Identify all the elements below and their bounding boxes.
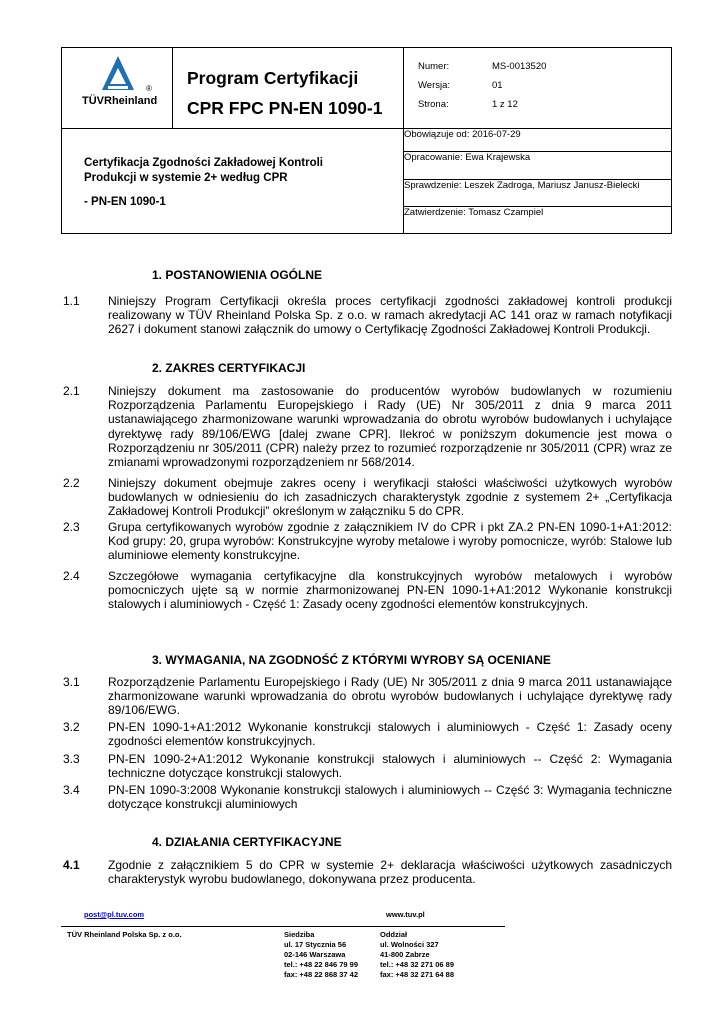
- paragraph-number: 2.2: [63, 476, 80, 490]
- footer-hq-line: fax: +48 22 868 37 42: [284, 970, 359, 979]
- footer-email-link[interactable]: post@pl.tuv.com: [84, 910, 145, 919]
- paragraph-text: Grupa certyfikowanych wyrobów zgodnie z załącznikiem IV do CPR i pkt ZA.2 PN-EN 1090-1+A1:2012: Kod grupy: 20, grupa wyrobów: Konstrukcyjne wyroby metalowe i wyroby pomocnicze, wyrób: Stalowe lub aluminiowe elementy konstrukcyjne.: [108, 520, 672, 563]
- valid-from: Obowiązuje od: 2016-07-29: [404, 129, 672, 152]
- meta-page-label: Strona:: [418, 99, 449, 110]
- meta-number-label: Numer:: [418, 61, 450, 72]
- meta-page-value: 1 z 12: [492, 99, 518, 110]
- paragraph-number: 2.4: [63, 569, 80, 583]
- footer-website-link[interactable]: www.tuv.pl: [386, 910, 425, 919]
- paragraph-text: Niniejszy Program Certyfikacji określa proces certyfikacji zgodności zakładowej kontroli produkcji realizowany w TÜV Rheinland Polska Sp. z o.o. w ramach akredytacji AC 141 oraz w ramach notyfikacji 2627 i dokument stanowi załącznik do umowy o Certyfikację Zgodności Zakładowej Kontroli Produkcji.: [108, 294, 672, 337]
- title-cell: [173, 48, 404, 129]
- paragraph-number: 3.4: [63, 783, 80, 797]
- paragraph-text: Szczegółowe wymagania certyfikacyjne dla konstrukcyjnych wyrobów metalowych i wyrobów pomocniczych ujęte są w normie zharmonizowanej PN-EN 1090-1+A1:2012 Wykonanie konstrukcji stalowych i aluminiowych - Część 1: Zasady oceny zgodności elementów konstrukcyjnych.: [108, 569, 672, 612]
- description-line-3: - PN-EN 1090-1: [84, 196, 166, 208]
- meta-number-value: MS-0013520: [492, 61, 547, 72]
- paragraph-number: 1.1: [63, 294, 80, 308]
- paragraph-text: PN-EN 1090-3:2008 Wykonanie konstrukcji stalowych i aluminiowych -- Część 3: Wymagania techniczne dotyczące konstrukcji aluminiowych: [108, 783, 672, 812]
- footer-hq-title: Siedziba: [284, 930, 315, 939]
- description-line-1: Certyfikacja Zgodności Zakładowej Kontroli: [84, 157, 323, 169]
- tuv-triangle-logo-icon: [100, 54, 136, 94]
- paragraph-text: Niniejszy dokument ma zastosowanie do producentów wyrobów budowlanych w rozumieniu Rozporządzenia Parlamentu Europejskiego i Rady (UE) Nr 305/2011 z dnia 9 marca 2011 ustanawiającego zharmonizowane warunki wprowadzania do obrotu wyrobów budowlanych i uchylające dyrektywę rady 89/106/EWG [dalej zwane CPR]. Ilekroć w poniższym dokumencie jest mowa o Rozporządzeniu nr 305/2011 (CPR) należy przez to rozumieć rozporządzenie nr 305/2011 (CPR) wraz ze zmianami wprowadzonymi rozporządzeniem nr 568/2014.: [108, 384, 672, 470]
- approved-by: Zatwierdzenie: Tomasz Czampiel: [404, 206, 672, 233]
- section-heading-3: 3. WYMAGANIA, NA ZGODNOŚĆ Z KTÓRYMI WYROBY SĄ OCENIANE: [152, 653, 551, 667]
- footer-branch-title: Oddział: [380, 930, 408, 939]
- meta-version-label: Wersja:: [418, 80, 451, 91]
- logo-registered-mark: ®: [146, 84, 152, 93]
- paragraph-text: Zgodnie z załącznikiem 5 do CPR w systemie 2+ deklaracja właściwości użytkowych zasadniczych charakterystyk wyrobu budowlanego, dokonywana przez producenta.: [108, 858, 672, 887]
- prepared-by: Opracowanie: Ewa Krajewska: [404, 152, 672, 179]
- description-cell: [62, 129, 404, 234]
- footer-divider: [61, 926, 505, 927]
- meta-version-value: 01: [492, 80, 503, 91]
- footer-hq-line: 02-146 Warszawa: [284, 950, 346, 959]
- footer-company: TÜV Rheinland Polska Sp. z o.o.: [67, 930, 182, 939]
- page-title: Program Certyfikacji: [187, 68, 359, 88]
- paragraph-text: PN-EN 1090-1+A1:2012 Wykonanie konstrukcji stalowych i aluminiowych - Część 1: Zasady oceny zgodności elementów konstrukcyjnych.: [108, 720, 672, 749]
- footer-branch-line: 41-800 Zabrze: [380, 950, 430, 959]
- paragraph-text: PN-EN 1090-2+A1:2012 Wykonanie konstrukcji stalowych i aluminiowych -- Część 2: Wymagania techniczne dotyczące konstrukcji stalowych.: [108, 752, 672, 781]
- logo-text: TÜVRheinland: [82, 95, 158, 107]
- page-subtitle: CPR FPC PN-EN 1090-1: [187, 98, 383, 118]
- document-header: [61, 47, 672, 234]
- paragraph-text: Rozporządzenie Parlamentu Europejskiego i Rady (UE) Nr 305/2011 z dnia 9 marca 2011 ustanawiające zharmonizowane warunki wprowadzania do obrotu wyrobów budowlanych i uchylające dyrektywę rady 89/106/EWG.: [108, 675, 672, 718]
- paragraph-number: 2.1: [63, 384, 80, 398]
- footer-branch-line: tel.: +48 32 271 06 89: [380, 960, 455, 969]
- footer-hq-line: tel.: +48 22 846 79 99: [284, 960, 359, 969]
- footer-hq-line: ul. 17 Stycznia 56: [284, 940, 347, 949]
- paragraph-number: 4.1: [63, 858, 80, 872]
- paragraph-number: 2.3: [63, 520, 80, 534]
- footer-branch-line: ul. Wolności 327: [380, 940, 439, 949]
- paragraph-number: 3.2: [63, 720, 80, 734]
- meta-cell: [404, 48, 672, 129]
- section-heading-2: 2. ZAKRES CERTYFIKACJI: [152, 361, 306, 375]
- section-heading-4: 4. DZIAŁANIA CERTYFIKACYJNE: [152, 835, 342, 849]
- footer-branch-line: fax: +48 32 271 64 88: [380, 970, 455, 979]
- paragraph-text: Niniejszy dokument obejmuje zakres oceny i weryfikacji stałości właściwości użytkowych wyrobów budowlanych w odniesieniu do ich zasadniczych charakterystyk zgodnie z systemem 2+ „Certyfikacja Zakładowej Kontroli Produkcji” określonym w załączniku 5 do CPR.: [108, 476, 672, 519]
- checked-by: Sprawdzenie: Leszek Zadroga, Mariusz Janusz-Bielecki: [404, 179, 672, 206]
- paragraph-number: 3.1: [63, 675, 80, 689]
- section-heading-1: 1. POSTANOWIENIA OGÓLNE: [152, 268, 323, 282]
- description-line-2: Produkcji w systemie 2+ według CPR: [84, 172, 288, 184]
- logo-cell: [62, 48, 173, 129]
- paragraph-number: 3.3: [63, 752, 80, 766]
